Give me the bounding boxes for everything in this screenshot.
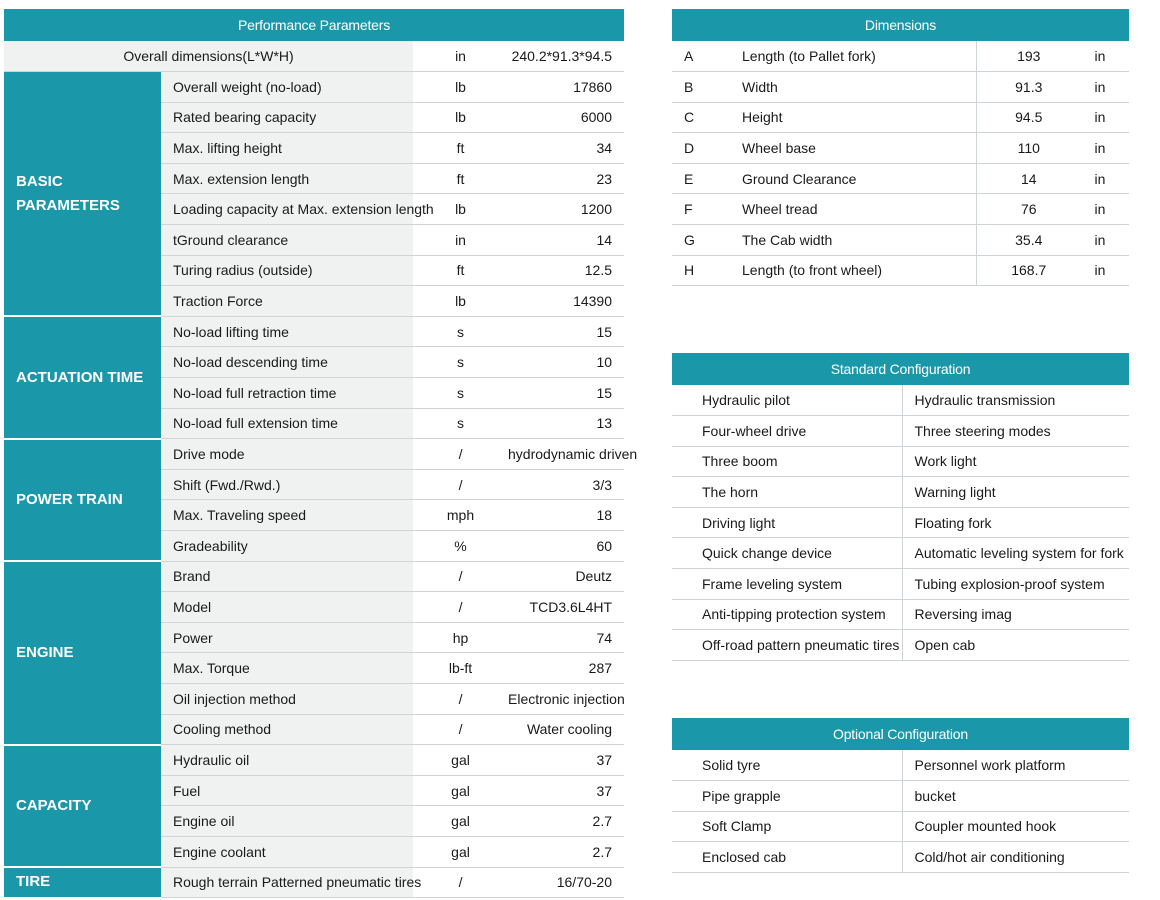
dimension-label: Width: [736, 72, 976, 103]
unit-cell: hp: [413, 622, 508, 653]
parameter-label: Max. Torque: [161, 653, 413, 684]
config-row: [672, 750, 1129, 781]
unit-cell: s: [413, 347, 508, 378]
dimension-value: 168.7: [976, 255, 1071, 286]
config-item: Tubing explosion-proof system: [902, 569, 1129, 600]
dimension-value: 35.4: [976, 225, 1071, 256]
performance-parameters-table: [4, 9, 638, 899]
config-item: Hydraulic pilot: [672, 385, 902, 416]
parameter-label: Drive mode: [161, 439, 413, 470]
unit-cell: gal: [413, 745, 508, 776]
config-item: Personnel work platform: [902, 750, 1129, 781]
parameter-label: Rough terrain Patterned pneumatic tires: [161, 867, 413, 898]
parameter-label: No-load lifting time: [161, 316, 413, 347]
optional-configuration-table: [672, 718, 1129, 873]
unit-cell: /: [413, 469, 508, 500]
value-cell: 14390: [508, 286, 624, 317]
table-row: [4, 439, 624, 470]
unit-cell: /: [413, 439, 508, 470]
unit-cell: in: [413, 41, 508, 72]
unit-cell: s: [413, 408, 508, 439]
parameter-label: Rated bearing capacity: [161, 102, 413, 133]
dimension-unit: in: [1071, 225, 1129, 256]
unit-cell: s: [413, 378, 508, 409]
unit-cell: in: [413, 225, 508, 256]
category-engine: ENGINE: [4, 561, 161, 745]
parameter-label: Fuel: [161, 775, 413, 806]
parameter-label: Max. Traveling speed: [161, 500, 413, 531]
unit-cell: lb: [413, 102, 508, 133]
config-item: Automatic leveling system for fork: [902, 538, 1129, 569]
config-row: [672, 416, 1129, 447]
unit-cell: ft: [413, 255, 508, 286]
parameter-label: Engine coolant: [161, 836, 413, 867]
value-cell: 12.5: [508, 255, 624, 286]
category-capacity: CAPACITY: [4, 745, 161, 867]
category-tire: TIRE: [4, 867, 161, 898]
config-row: [672, 842, 1129, 873]
dimension-letter: F: [672, 194, 736, 225]
parameter-label: tGround clearance: [161, 225, 413, 256]
table-row: [4, 561, 624, 592]
parameter-label: Max. extension length: [161, 163, 413, 194]
parameter-label: Loading capacity at Max. extension length: [161, 194, 413, 225]
dimension-value: 76: [976, 194, 1071, 225]
unit-cell: gal: [413, 836, 508, 867]
value-cell: 18: [508, 500, 624, 531]
dimension-label: Length (to front wheel): [736, 255, 976, 286]
dimension-unit: in: [1071, 133, 1129, 164]
config-row: [672, 811, 1129, 842]
overall-dimensions-row: [4, 41, 624, 72]
parameter-label: Overall weight (no-load): [161, 72, 413, 103]
unit-cell: /: [413, 867, 508, 898]
standard-configuration-header: Standard Configuration: [672, 353, 1129, 385]
category-actuation-time: ACTUATION TIME: [4, 316, 161, 438]
unit-cell: ft: [413, 133, 508, 164]
dimensions-header: Dimensions: [672, 9, 1129, 41]
config-item: Soft Clamp: [672, 811, 902, 842]
dimension-row: [672, 41, 1129, 72]
parameter-label: No-load descending time: [161, 347, 413, 378]
dimension-unit: in: [1071, 72, 1129, 103]
value-cell: 6000: [508, 102, 624, 133]
config-row: [672, 599, 1129, 630]
value-cell: 287: [508, 653, 624, 684]
table-row: [4, 867, 624, 898]
overall-dimensions-label: Overall dimensions(L*W*H): [4, 41, 413, 72]
config-row: [672, 630, 1129, 661]
dimension-row: [672, 255, 1129, 286]
category-basic-parameters: BASIC PARAMETERS: [4, 72, 161, 317]
unit-cell: /: [413, 683, 508, 714]
dimension-row: [672, 163, 1129, 194]
config-item: Floating fork: [902, 507, 1129, 538]
config-row: [672, 385, 1129, 416]
unit-cell: /: [413, 592, 508, 623]
config-item: Reversing imag: [902, 599, 1129, 630]
config-item: Cold/hot air conditioning: [902, 842, 1129, 873]
optional-configuration-header: Optional Configuration: [672, 718, 1129, 750]
value-cell: Water cooling: [508, 714, 624, 745]
unit-cell: %: [413, 531, 508, 562]
value-cell: 15: [508, 378, 624, 409]
value-cell: 16/70-20: [508, 867, 624, 898]
dimensions-table: [672, 9, 1129, 286]
table-row: [4, 316, 624, 347]
value-cell: 3/3: [508, 469, 624, 500]
dimension-unit: in: [1071, 41, 1129, 72]
config-row: [672, 507, 1129, 538]
dimension-letter: A: [672, 41, 736, 72]
dimension-unit: in: [1071, 194, 1129, 225]
config-item: Work light: [902, 446, 1129, 477]
dimension-letter: G: [672, 225, 736, 256]
config-item: bucket: [902, 781, 1129, 812]
config-row: [672, 446, 1129, 477]
value-cell: 37: [508, 775, 624, 806]
value-cell: 15: [508, 316, 624, 347]
config-item: Four-wheel drive: [672, 416, 902, 447]
dimension-label: The Cab width: [736, 225, 976, 256]
unit-cell: lb: [413, 72, 508, 103]
table-row: [4, 745, 624, 776]
value-cell: 13: [508, 408, 624, 439]
dimension-row: [672, 102, 1129, 133]
config-item: The horn: [672, 477, 902, 508]
parameter-label: Power: [161, 622, 413, 653]
config-row: [672, 781, 1129, 812]
value-cell: Deutz: [508, 561, 624, 592]
parameter-label: Shift (Fwd./Rwd.): [161, 469, 413, 500]
standard-configuration-table: [672, 353, 1129, 661]
unit-cell: /: [413, 561, 508, 592]
category-power-train: POWER TRAIN: [4, 439, 161, 561]
value-cell: 34: [508, 133, 624, 164]
value-cell: 23: [508, 163, 624, 194]
dimension-label: Wheel tread: [736, 194, 976, 225]
unit-cell: /: [413, 714, 508, 745]
dimension-letter: C: [672, 102, 736, 133]
config-item: Warning light: [902, 477, 1129, 508]
dimension-row: [672, 225, 1129, 256]
config-item: Hydraulic transmission: [902, 385, 1129, 416]
parameter-label: No-load full retraction time: [161, 378, 413, 409]
value-cell: 14: [508, 225, 624, 256]
parameter-label: Oil injection method: [161, 683, 413, 714]
config-item: Three steering modes: [902, 416, 1129, 447]
dimension-letter: H: [672, 255, 736, 286]
dimension-unit: in: [1071, 163, 1129, 194]
value-cell: 2.7: [508, 806, 624, 837]
dimension-row: [672, 72, 1129, 103]
value-cell: 240.2*91.3*94.5: [508, 41, 624, 72]
dimension-letter: D: [672, 133, 736, 164]
config-item: Coupler mounted hook: [902, 811, 1129, 842]
config-item: Frame leveling system: [672, 569, 902, 600]
standard-configuration-grid: [672, 385, 1129, 661]
unit-cell: gal: [413, 806, 508, 837]
performance-grid: [4, 41, 638, 899]
parameter-label: Turing radius (outside): [161, 255, 413, 286]
config-item: Driving light: [672, 507, 902, 538]
parameter-label: Brand: [161, 561, 413, 592]
parameter-label: No-load full extension time: [161, 408, 413, 439]
optional-configuration-grid: [672, 750, 1129, 873]
config-item: Enclosed cab: [672, 842, 902, 873]
dimension-value: 91.3: [976, 72, 1071, 103]
config-row: [672, 538, 1129, 569]
unit-cell: ft: [413, 163, 508, 194]
parameter-label: Engine oil: [161, 806, 413, 837]
value-cell: 10: [508, 347, 624, 378]
dimension-label: Length (to Pallet fork): [736, 41, 976, 72]
unit-cell: s: [413, 316, 508, 347]
parameter-label: Hydraulic oil: [161, 745, 413, 776]
value-cell: 2.7: [508, 836, 624, 867]
parameter-label: Model: [161, 592, 413, 623]
value-cell: 17860: [508, 72, 624, 103]
config-item: Pipe grapple: [672, 781, 902, 812]
parameter-label: Max. lifting height: [161, 133, 413, 164]
parameter-label: Cooling method: [161, 714, 413, 745]
value-cell: 1200: [508, 194, 624, 225]
config-item: Quick change device: [672, 538, 902, 569]
dimension-value: 14: [976, 163, 1071, 194]
dimension-letter: E: [672, 163, 736, 194]
performance-header: Performance Parameters: [4, 9, 624, 41]
dimension-value: 193: [976, 41, 1071, 72]
value-cell: hydrodynamic driven: [508, 439, 624, 470]
config-item: Solid tyre: [672, 750, 902, 781]
value-cell: Electronic injection: [508, 683, 624, 714]
config-item: Three boom: [672, 446, 902, 477]
config-item: Off-road pattern pneumatic tires: [672, 630, 902, 661]
dimension-label: Ground Clearance: [736, 163, 976, 194]
config-row: [672, 477, 1129, 508]
unit-cell: lb-ft: [413, 653, 508, 684]
dimension-row: [672, 133, 1129, 164]
dimension-unit: in: [1071, 255, 1129, 286]
dimensions-grid: [672, 41, 1129, 286]
dimension-letter: B: [672, 72, 736, 103]
value-cell: TCD3.6L4HT: [508, 592, 624, 623]
config-item: Anti-tipping protection system: [672, 599, 902, 630]
dimension-label: Wheel base: [736, 133, 976, 164]
parameter-label: Traction Force: [161, 286, 413, 317]
dimension-row: [672, 194, 1129, 225]
parameter-label: Gradeability: [161, 531, 413, 562]
dimension-value: 110: [976, 133, 1071, 164]
unit-cell: lb: [413, 194, 508, 225]
dimension-value: 94.5: [976, 102, 1071, 133]
table-row: [4, 72, 624, 103]
config-item: Open cab: [902, 630, 1129, 661]
value-cell: 37: [508, 745, 624, 776]
unit-cell: mph: [413, 500, 508, 531]
unit-cell: lb: [413, 286, 508, 317]
dimension-unit: in: [1071, 102, 1129, 133]
dimension-label: Height: [736, 102, 976, 133]
unit-cell: gal: [413, 775, 508, 806]
value-cell: 74: [508, 622, 624, 653]
value-cell: 60: [508, 531, 624, 562]
config-row: [672, 569, 1129, 600]
